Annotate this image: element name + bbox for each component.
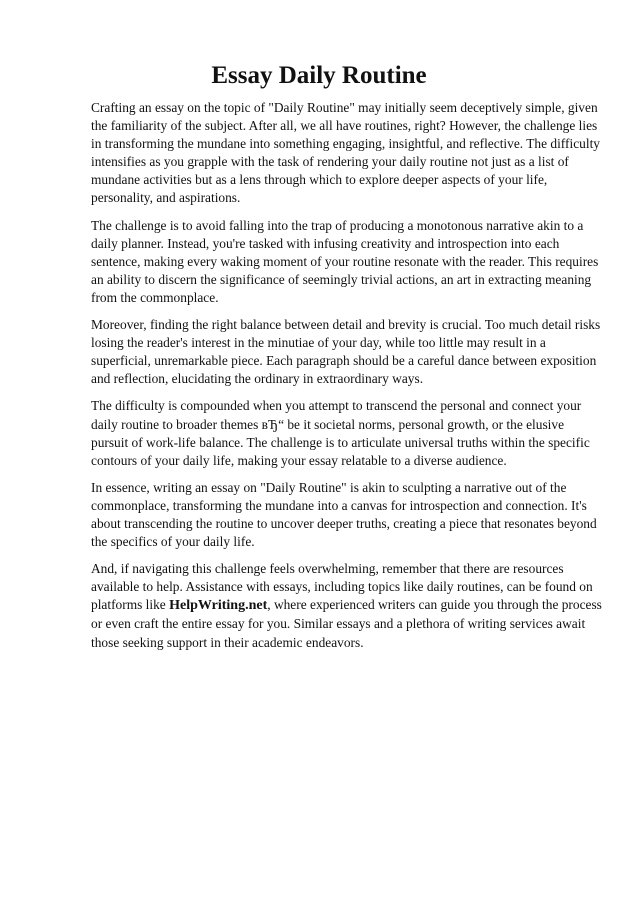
paragraph-6-text-before-link: And, if navigating this challenge feels overwhelming, remember that there are resources available to help. Assistance with essays, including topics like daily routines, can be found on platforms like	[91, 561, 593, 613]
helpwriting-link[interactable]: HelpWriting.net	[169, 598, 268, 614]
page-title: Essay Daily Routine	[211, 62, 427, 89]
paragraph-6	[91, 560, 604, 651]
essay-body	[91, 99, 604, 661]
paragraph-2: The challenge is to avoid falling into the trap of producing a monotonous narrative akin to a daily planner. Instead, you're tasked with infusing creativity and introspection into each sentence, making every waking moment of your routine resonate with the reader. This requires an ability to discern the significance of seemingly trivial actions, an art in extracting meaning from the commonplace.	[91, 217, 599, 305]
paragraph-3: Moreover, finding the right balance between detail and brevity is crucial. Too much detail risks losing the reader's interest in the minutiae of your day, while too little may result in a superficial, unremarkable piece. Each paragraph should be a careful dance between exposition and reflection, elucidating the ordinary in extraordinary ways.	[91, 317, 601, 387]
paragraph-6-text-after-link: , where experienced writers can guide you through the process or even craft the entire essay for you. Similar essays and a plethora of writing services await those seeking support in their academic endeavors.	[91, 597, 602, 650]
paragraph-1: Crafting an essay on the topic of "Daily Routine" may initially seem deceptively simple, given the familiarity of the subject. After all, we all have routines, right? However, the challenge lies in transforming the mundane into something engaging, insightful, and reflective. The difficulty intensifies as you grapple with the task of rendering your daily routine not just as a list of mundane activities but as a lens through which to explore deeper aspects of your life, personality, and aspirations.	[91, 100, 600, 206]
paragraph-5: In essence, writing an essay on "Daily Routine" is akin to sculpting a narrative out of the commonplace, transforming the mundane into a canvas for introspection and connection. It's about transcending the routine to uncover deeper truths, creating a piece that resonates beyond the specifics of your daily life.	[91, 479, 597, 550]
paragraph-4: The difficulty is compounded when you attempt to transcend the personal and connect your daily routine to broader themes вЂ“ be it societal norms, personal growth, or the elusive pursuit of work-life balance. The challenge is to articulate universal truths within the specific contours of your daily life, making your essay relatable to a diverse audience.	[91, 398, 590, 468]
